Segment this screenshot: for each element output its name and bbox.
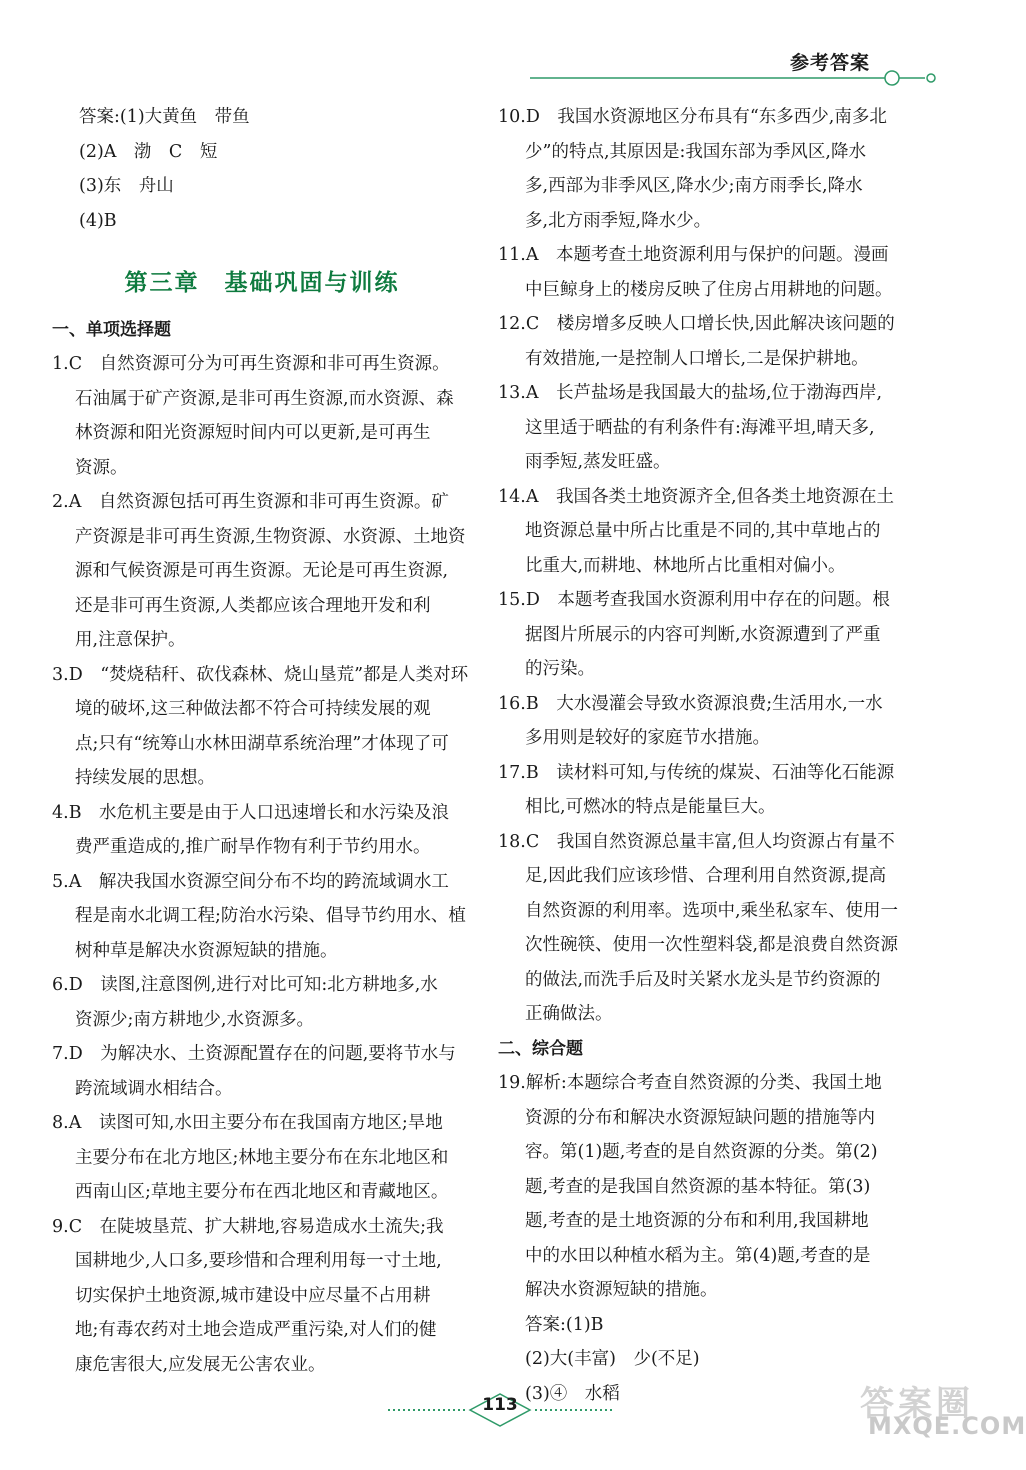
question-6 xyxy=(52,968,472,1037)
answer-line: 中巨鲸身上的楼房反映了住房占用耕地的问题。 xyxy=(525,279,893,300)
answer-line: 主要分布在北方地区;林地主要分布在东北地区和 xyxy=(75,1147,449,1168)
question-1 xyxy=(52,347,472,485)
answer-line: 题,考查的是我国自然资源的基本特征。第(3) xyxy=(525,1176,871,1197)
intro-answer-line: (2)A 渤 C 短 xyxy=(79,141,218,162)
answer-line: 16.B 大水漫灌会导致水资源浪费;生活用水,一水 xyxy=(498,693,883,714)
answer-line: 容。第(1)题,考查的是自然资源的分类。第(2) xyxy=(525,1142,878,1162)
answer-line: 国耕地少,人口多,要珍惜和合理利用每一寸土地, xyxy=(75,1251,442,1271)
answer-line: 正确做法。 xyxy=(525,1004,613,1024)
question-11 xyxy=(498,238,918,307)
answer-line: 解决水资源短缺的措施。 xyxy=(525,1280,718,1300)
final-answer-line: (3)④ 水稻 xyxy=(525,1383,620,1404)
answer-line: 12.C 楼房增多反映人口增长快,因此解决该问题的 xyxy=(498,314,895,334)
question-13 xyxy=(498,376,918,480)
answer-line: 中的水田以种植水稻为主。第(4)题,考查的是 xyxy=(525,1245,871,1266)
question-10 xyxy=(498,100,918,238)
answer-line: 的污染。 xyxy=(525,659,595,679)
answer-line: 还是非可再生资源,人类都应该合理地开发和利 xyxy=(75,595,431,616)
answer-line: 资源的分布和解决水资源短缺问题的措施等内 xyxy=(525,1107,875,1128)
answer-line: 源和气候资源是可再生资源。无论是可再生资源, xyxy=(75,561,449,581)
question-7 xyxy=(52,1037,472,1106)
watermark-seal: 答案圈 xyxy=(860,1384,974,1424)
answer-line: 17.B 读材料可知,与传统的煤炭、石油等化石能源 xyxy=(498,762,895,783)
answer-line: 持续发展的思想。 xyxy=(75,768,215,788)
question-19 xyxy=(498,1066,918,1411)
question-14 xyxy=(498,480,918,584)
answer-line: 树种草是解决水资源短缺的措施。 xyxy=(75,940,338,961)
answer-line: 程是南水北调工程;防治水污染、倡导节约用水、植 xyxy=(75,906,466,926)
answer-line: 5.A 解决我国水资源空间分布不均的跨流域调水工 xyxy=(52,871,449,892)
left-column xyxy=(52,100,472,1382)
intro-answer-line: (4)B xyxy=(79,210,117,231)
final-answer-line: (2)大(丰富) 少(不足) xyxy=(525,1349,700,1369)
question-2 xyxy=(52,485,472,658)
answer-line: 少”的特点,其原因是:我国东部为季风区,降水 xyxy=(525,141,866,162)
answer-line: 用,注意保护。 xyxy=(75,630,186,650)
answer-line: 13.A 长芦盐场是我国最大的盐场,位于渤海西岸, xyxy=(498,383,883,403)
page-header-title: 参考答案 xyxy=(790,52,871,74)
answer-line: 跨流域调水相结合。 xyxy=(75,1078,233,1099)
watermark-site: MXQE.COM xyxy=(868,1412,1026,1440)
answer-line: 这里适于晒盐的有利条件有:海滩平坦,晴天多, xyxy=(525,417,875,438)
question-18 xyxy=(498,825,918,1032)
answer-line: 题,考查的是土地资源的分布和利用,我国耕地 xyxy=(525,1211,869,1231)
question-4 xyxy=(52,796,472,865)
answer-line: 自然资源的利用率。选项中,乘坐私家车、使用一 xyxy=(525,900,899,921)
answer-line: 次性碗筷、使用一次性塑料袋,都是浪费自然资源 xyxy=(525,935,899,955)
intro-answer-line: 答案:(1)大黄鱼 带鱼 xyxy=(79,107,250,127)
answer-line: 点;只有“统筹山水林田湖草系统治理”才体现了可 xyxy=(75,733,449,754)
question-16 xyxy=(498,687,918,756)
answer-line: 多用则是较好的家庭节水措施。 xyxy=(525,728,770,748)
answer-line: 资源。 xyxy=(75,457,128,478)
answer-line: 地;有毒农药对土地会造成严重污染,对人们的健 xyxy=(75,1320,437,1340)
answer-line: 西南山区;草地主要分布在西北地区和青藏地区。 xyxy=(75,1182,449,1202)
question-15 xyxy=(498,583,918,687)
section-heading-comprehensive: 二、综合题 xyxy=(498,1038,583,1059)
answer-line: 10.D 我国水资源地区分布具有“东多西少,南多北 xyxy=(498,107,887,127)
question-8 xyxy=(52,1106,472,1210)
chapter-title: 第三章 基础巩固与训练 xyxy=(124,270,400,296)
answer-line: 1.C 自然资源可分为可再生资源和非可再生资源。 xyxy=(52,354,450,374)
answer-line: 有效措施,一是控制人口增长,二是保护耕地。 xyxy=(525,348,869,369)
answer-line: 雨季短,蒸发旺盛。 xyxy=(525,452,671,472)
intro-answer-line: (3)东 舟山 xyxy=(79,176,174,196)
answer-line: 11.A 本题考查土地资源利用与保护的问题。漫画 xyxy=(498,245,889,265)
answer-line: 据图片所展示的内容可判断,水资源遭到了严重 xyxy=(525,624,881,645)
answer-line: 产资源是非可再生资源,生物资源、水资源、土地资 xyxy=(75,526,466,547)
question-3 xyxy=(52,658,472,796)
answer-line: 7.D 为解决水、土资源配置存在的问题,要将节水与 xyxy=(52,1044,456,1064)
answer-line: 19.解析:本题综合考查自然资源的分类、我国土地 xyxy=(498,1073,882,1093)
answer-line: 境的破坏,这三种做法都不符合可持续发展的观 xyxy=(75,699,431,719)
answer-line: 地资源总量中所占比重是不同的,其中草地占的 xyxy=(525,521,881,541)
header-decorative-rule xyxy=(530,66,950,90)
answer-line: 14.A 我国各类土地资源齐全,但各类土地资源在土 xyxy=(498,486,895,507)
answer-line: 费严重造成的,推广耐旱作物有利于节约用水。 xyxy=(75,837,431,857)
question-9 xyxy=(52,1210,472,1383)
answer-line: 林资源和阳光资源短时间内可以更新,是可再生 xyxy=(75,423,431,443)
answer-line: 多,北方雨季短,降水少。 xyxy=(525,210,712,231)
question-5 xyxy=(52,865,472,969)
question-17 xyxy=(498,756,918,825)
answer-line: 8.A 读图可知,水田主要分布在我国南方地区;旱地 xyxy=(52,1113,443,1133)
question-12 xyxy=(498,307,918,376)
answer-line: 的做法,而洗手后及时关紧水龙头是节约资源的 xyxy=(525,969,881,990)
right-column xyxy=(498,100,918,1411)
answer-line: 4.B 水危机主要是由于人口迅速增长和水污染及浪 xyxy=(52,802,450,823)
answer-line: 18.C 我国自然资源总量丰富,但人均资源占有量不 xyxy=(498,831,895,852)
answer-line: 资源少;南方耕地少,水资源多。 xyxy=(75,1009,314,1030)
section-heading-single-choice: 一、单项选择题 xyxy=(52,319,171,340)
final-answer-line: 答案:(1)B xyxy=(525,1314,604,1335)
answer-line: 9.C 在陡坡垦荒、扩大耕地,容易造成水土流失;我 xyxy=(52,1216,444,1237)
page-number: 113 xyxy=(482,1395,518,1415)
answer-line: 比重大,而耕地、林地所占比重相对偏小。 xyxy=(525,555,846,576)
answer-line: 康危害很大,应发展无公害农业。 xyxy=(75,1354,326,1375)
answer-line: 6.D 读图,注意图例,进行对比可知:北方耕地多,水 xyxy=(52,975,438,995)
answer-line: 15.D 本题考查我国水资源利用中存在的问题。根 xyxy=(498,590,890,610)
answer-line: 切实保护土地资源,城市建设中应尽量不占用耕 xyxy=(75,1285,431,1306)
answer-line: 3.D “焚烧秸秆、砍伐森林、烧山垦荒”都是人类对环 xyxy=(52,664,469,685)
answer-line: 石油属于矿产资源,是非可再生资源,而水资源、森 xyxy=(75,388,454,409)
answer-line: 2.A 自然资源包括可再生资源和非可再生资源。矿 xyxy=(52,492,449,512)
answer-line: 足,因此我们应该珍惜、合理利用自然资源,提高 xyxy=(525,866,887,886)
answer-line: 相比,可燃冰的特点是能量巨大。 xyxy=(525,797,776,817)
answer-line: 多,西部为非季风区,降水少;南方雨季长,降水 xyxy=(525,176,863,196)
